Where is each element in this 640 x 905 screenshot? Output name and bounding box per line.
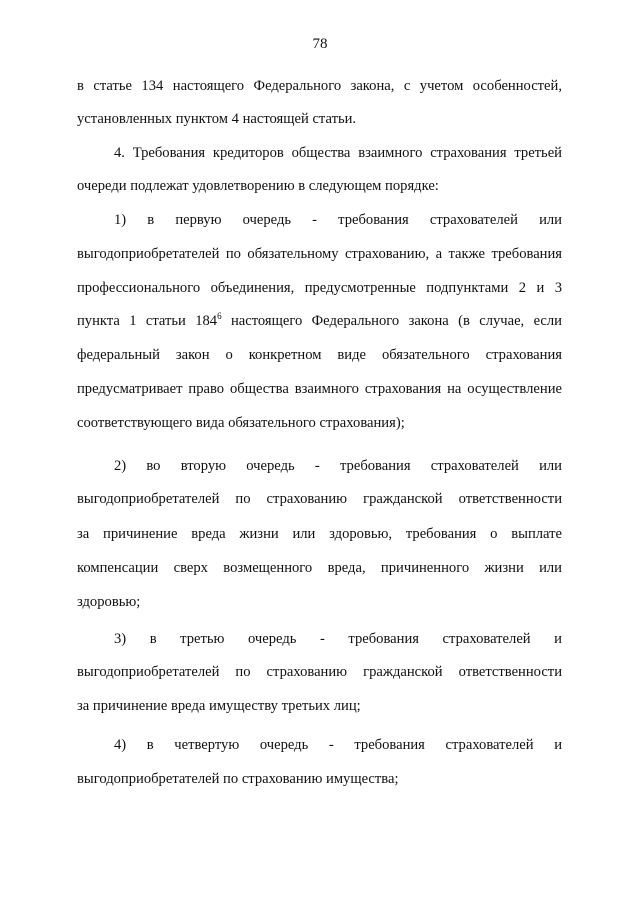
text-line: в статье 134 настоящего Федерального закона, с учетом особенностей, — [77, 78, 562, 94]
text-line: установленных пунктом 4 настоящей статьи. — [77, 111, 357, 127]
text-line: выгодоприобретателей по страхованию гражданской ответственности — [77, 491, 562, 507]
page-number: 78 — [312, 36, 328, 52]
list-item-1-first-line: 1) в первую очередь - требования страхователей или — [114, 212, 562, 228]
text-line: выгодоприобретателей по обязательному страхованию, а также требования — [77, 246, 562, 262]
text-line: соответствующего вида обязательного страхования); — [77, 415, 405, 431]
text-line: выгодоприобретателей по страхованию имущества; — [77, 771, 399, 787]
text-line: предусматривает право общества взаимного страхования на осуществление — [77, 381, 562, 397]
text-line: федеральный закон о конкретном виде обязательного страхования — [77, 347, 562, 363]
text-line: здоровью; — [77, 594, 141, 610]
text-line: очереди подлежат удовлетворению в следующем порядке: — [77, 178, 439, 194]
list-item-3-first-line: 3) в третью очередь - требования страхователей и — [114, 631, 562, 647]
text-line: выгодоприобретателей по страхованию гражданской ответственности — [77, 664, 562, 680]
text-fragment: настоящего Федерального закона (в случае, если — [221, 313, 562, 329]
list-item-2-first-line: 2) во вторую очередь - требования страхователей или — [114, 458, 562, 474]
text-line: профессионального объединения, предусмотренные подпунктами 2 и 3 — [77, 280, 562, 296]
text-line: компенсации сверх возмещенного вреда, причиненного жизни или — [77, 560, 562, 576]
text-line: за причинение вреда имуществу третьих лиц; — [77, 698, 361, 714]
text-fragment: пункта 1 статьи 184 — [77, 313, 218, 329]
paragraph-4-first-line: 4. Требования кредиторов общества взаимного страхования третьей — [114, 145, 562, 161]
text-line: за причинение вреда жизни или здоровью, требования о выплате — [77, 526, 562, 542]
superscript: 6 — [217, 311, 222, 321]
text-line-with-superscript — [77, 311, 562, 331]
list-item-4-first-line: 4) в четвертую очередь - требования страхователей и — [114, 737, 562, 753]
